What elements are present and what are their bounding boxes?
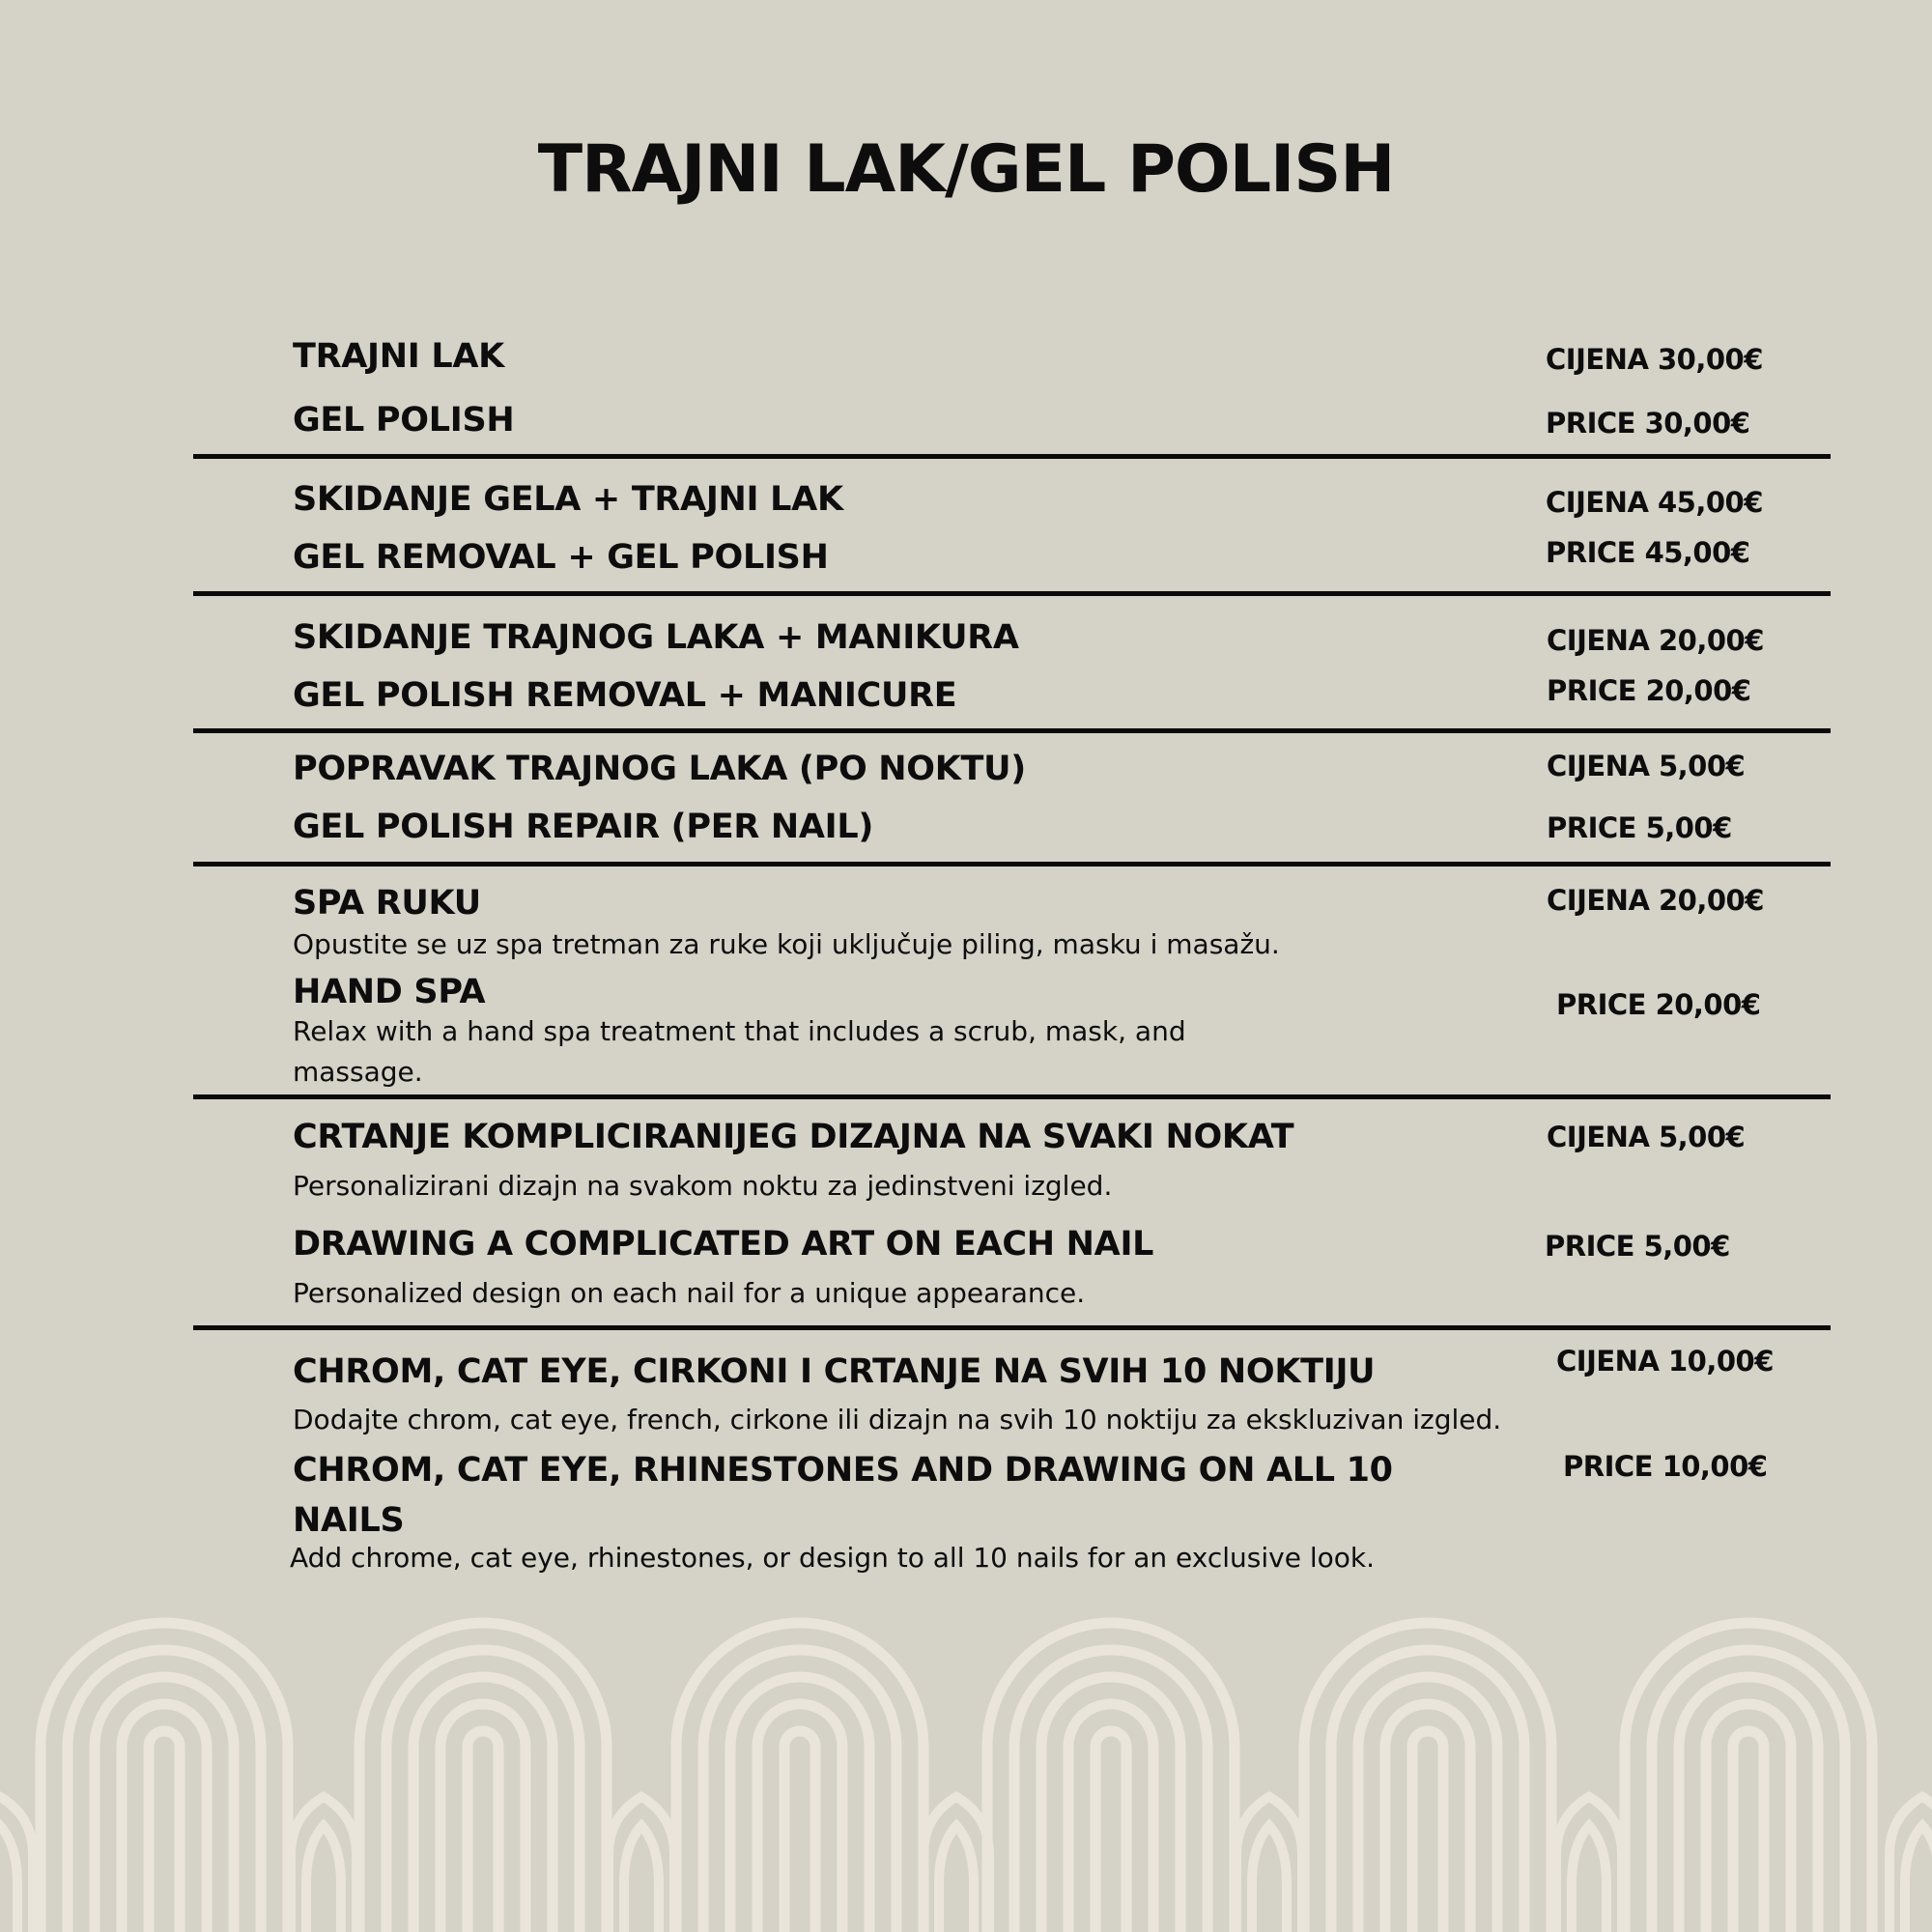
flame-line [306,1826,341,1932]
arch-line [359,1623,607,1932]
arch-line [1068,1704,1153,1932]
page-title: TRAJNI LAK/GEL POLISH [537,131,1395,208]
divider [193,1325,1831,1330]
arch-line [757,1704,842,1932]
service-name-en: GEL REMOVAL + GEL POLISH [293,538,829,577]
service-description-hr: Personalizirani dizajn na svakom noktu za jedinstveni izgled. [293,1170,1113,1202]
service-description-en: Relax with a hand spa treatment that includes a scrub, mask, and [293,1015,1186,1047]
flame-line [1905,1826,1932,1932]
service-name-en: DRAWING A COMPLICATED ART ON EACH NAIL [293,1225,1154,1264]
service-name-en: NAILS [293,1501,405,1540]
service-description-en: Personalized design on each nail for a unique appearance. [293,1277,1086,1309]
service-price-en: PRICE 20,00€ [1547,674,1751,707]
arch-line [676,1623,923,1932]
flame-line [1556,1797,1622,1932]
arch-line [784,1731,815,1932]
arch-line [730,1677,869,1932]
flame-line [923,1797,989,1932]
arch-line [440,1704,526,1932]
service-description-en: Add chrome, cat eye, rhinestones, or design to all 10 nails for an exclusive look. [290,1542,1376,1574]
service-price-hr: CIJENA 30,00€ [1546,343,1763,376]
arch-line [1706,1704,1791,1932]
service-name-hr: SKIDANJE GELA + TRAJNI LAK [293,480,843,519]
service-price-en: PRICE 5,00€ [1545,1230,1730,1263]
arch-line [1412,1731,1443,1932]
arch-line [1304,1623,1551,1932]
arch-line [987,1623,1235,1932]
service-name-en: GEL POLISH REPAIR (PER NAIL) [293,808,874,846]
arch-line [41,1623,288,1932]
divider [193,728,1831,733]
service-price-hr: CIJENA 45,00€ [1546,486,1763,519]
divider [193,454,1831,459]
service-price-en: PRICE 45,00€ [1546,536,1750,569]
arch-line [149,1731,180,1932]
service-description-hr: Dodajte chrom, cat eye, french, cirkone ili dizajn na svih 10 noktiju za ekskluzivan izgled. [293,1404,1502,1435]
arch-line [1385,1704,1470,1932]
flame-line [1236,1797,1302,1932]
service-price-hr: CIJENA 20,00€ [1547,624,1764,657]
flame-line [0,1826,17,1932]
divider [193,1094,1831,1099]
arch-line [1358,1677,1497,1932]
service-name-en: GEL POLISH [293,401,515,440]
divider [193,862,1831,867]
arch-line [1041,1677,1180,1932]
service-name-en: CHROM, CAT EYE, RHINESTONES AND DRAWING ON ALL 10 [293,1451,1393,1490]
divider [193,591,1831,596]
service-price-en: PRICE 10,00€ [1563,1450,1768,1483]
service-name-hr: CRTANJE KOMPLICIRANIJEG DIZAJNA NA SVAKI NOKAT [293,1118,1294,1156]
service-price-hr: CIJENA 5,00€ [1547,1121,1746,1153]
service-name-hr: SKIDANJE TRAJNOG LAKA + MANIKURA [293,618,1019,657]
flame-line [624,1826,659,1932]
service-price-hr: CIJENA 10,00€ [1556,1345,1774,1378]
arch-line [468,1731,498,1932]
service-price-en: PRICE 20,00€ [1556,988,1761,1021]
service-price-hr: CIJENA 5,00€ [1547,750,1746,782]
service-name-en: HAND SPA [293,973,486,1011]
flame-line [939,1826,974,1932]
service-price-hr: CIJENA 20,00€ [1547,884,1764,917]
service-price-en: PRICE 30,00€ [1546,407,1750,440]
service-name-hr: SPA RUKU [293,884,481,923]
arch-line [122,1704,207,1932]
service-name-hr: CHROM, CAT EYE, CIRKONI I CRTANJE NA SVIH 10 NOKTIJU [293,1352,1376,1391]
flame-line [609,1797,674,1932]
service-name-hr: TRAJNI LAK [293,337,504,376]
arch-line [1625,1623,1872,1932]
service-price-en: PRICE 5,00€ [1547,811,1732,844]
service-name-hr: POPRAVAK TRAJNOG LAKA (PO NOKTU) [293,750,1026,788]
service-description-en: massage. [293,1056,423,1088]
arch-line [95,1677,234,1932]
flame-line [1252,1826,1287,1932]
arch-line [1679,1677,1818,1932]
flame-line [1572,1826,1606,1932]
arch-line [1095,1731,1126,1932]
flame-line [291,1797,356,1932]
arch-pattern-decoration [0,1584,1932,1932]
service-description-hr: Opustite se uz spa tretman za ruke koji uključuje piling, masku i masažu. [293,928,1280,960]
arch-line [413,1677,553,1932]
arch-line [1733,1731,1764,1932]
service-name-en: GEL POLISH REMOVAL + MANICURE [293,676,957,715]
